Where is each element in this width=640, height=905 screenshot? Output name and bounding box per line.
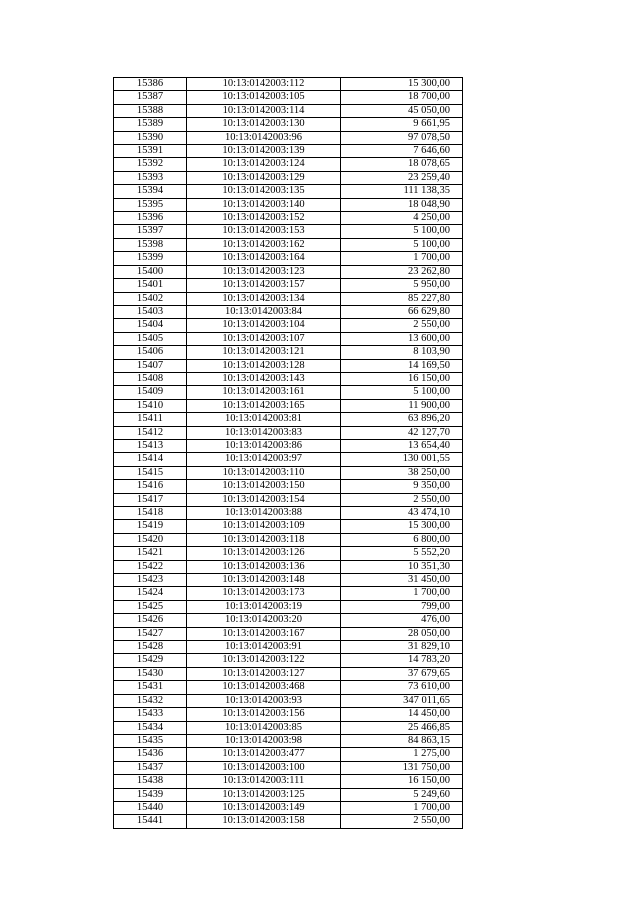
amount-cell: 5 552,20: [341, 547, 463, 560]
amount-cell: 1 275,00: [341, 748, 463, 761]
amount-cell: 31 450,00: [341, 574, 463, 587]
row-number-cell: 15432: [114, 694, 187, 707]
amount-cell: 18 048,90: [341, 198, 463, 211]
amount-cell: 18 700,00: [341, 91, 463, 104]
amount-cell: 7 646,60: [341, 145, 463, 158]
row-number-cell: 15423: [114, 574, 187, 587]
table-row: [114, 145, 463, 158]
cadastral-number-cell: 10:13:0142003:134: [187, 292, 341, 305]
cadastral-number-cell: 10:13:0142003:161: [187, 386, 341, 399]
table-row: [114, 305, 463, 318]
table-row: [114, 480, 463, 493]
row-number-cell: 15401: [114, 279, 187, 292]
amount-cell: 1 700,00: [341, 252, 463, 265]
amount-cell: 799,00: [341, 600, 463, 613]
cadastral-number-cell: 10:13:0142003:167: [187, 627, 341, 640]
row-number-cell: 15431: [114, 681, 187, 694]
table-row: [114, 78, 463, 91]
table-row: [114, 507, 463, 520]
amount-cell: 15 300,00: [341, 520, 463, 533]
amount-cell: 1 700,00: [341, 801, 463, 814]
table-body: [114, 78, 463, 829]
row-number-cell: 15416: [114, 480, 187, 493]
cadastral-number-cell: 10:13:0142003:96: [187, 131, 341, 144]
amount-cell: 45 050,00: [341, 104, 463, 117]
row-number-cell: 15422: [114, 560, 187, 573]
cadastral-number-cell: 10:13:0142003:165: [187, 399, 341, 412]
amount-cell: 9 661,95: [341, 118, 463, 131]
table-row: [114, 158, 463, 171]
row-number-cell: 15393: [114, 171, 187, 184]
table-row: [114, 439, 463, 452]
amount-cell: 15 300,00: [341, 78, 463, 91]
table-row: [114, 681, 463, 694]
amount-cell: 18 078,65: [341, 158, 463, 171]
table-row: [114, 493, 463, 506]
cadastral-number-cell: 10:13:0142003:162: [187, 238, 341, 251]
row-number-cell: 15426: [114, 614, 187, 627]
cadastral-number-cell: 10:13:0142003:104: [187, 319, 341, 332]
amount-cell: 23 259,40: [341, 171, 463, 184]
amount-cell: 5 100,00: [341, 225, 463, 238]
table-row: [114, 466, 463, 479]
cadastral-number-cell: 10:13:0142003:126: [187, 547, 341, 560]
amount-cell: 11 900,00: [341, 399, 463, 412]
amount-cell: 25 466,85: [341, 721, 463, 734]
row-number-cell: 15421: [114, 547, 187, 560]
table-row: [114, 426, 463, 439]
cadastral-number-cell: 10:13:0142003:136: [187, 560, 341, 573]
cadastral-number-cell: 10:13:0142003:109: [187, 520, 341, 533]
cadastral-number-cell: 10:13:0142003:127: [187, 667, 341, 680]
amount-cell: 28 050,00: [341, 627, 463, 640]
cadastral-number-cell: 10:13:0142003:88: [187, 507, 341, 520]
table-row: [114, 91, 463, 104]
table-row: [114, 761, 463, 774]
row-number-cell: 15387: [114, 91, 187, 104]
amount-cell: 5 950,00: [341, 279, 463, 292]
amount-cell: 97 078,50: [341, 131, 463, 144]
table-row: [114, 212, 463, 225]
row-number-cell: 15408: [114, 372, 187, 385]
cadastral-number-cell: 10:13:0142003:84: [187, 305, 341, 318]
amount-cell: 111 138,35: [341, 185, 463, 198]
table-row: [114, 721, 463, 734]
table-row: [114, 238, 463, 251]
cadastral-number-cell: 10:13:0142003:97: [187, 453, 341, 466]
cadastral-number-cell: 10:13:0142003:125: [187, 788, 341, 801]
table-row: [114, 614, 463, 627]
table-row: [114, 654, 463, 667]
row-number-cell: 15390: [114, 131, 187, 144]
cadastral-number-cell: 10:13:0142003:112: [187, 78, 341, 91]
table-row: [114, 346, 463, 359]
cadastral-number-cell: 10:13:0142003:128: [187, 359, 341, 372]
row-number-cell: 15430: [114, 667, 187, 680]
amount-cell: 23 262,80: [341, 265, 463, 278]
table-row: [114, 520, 463, 533]
amount-cell: 14 450,00: [341, 708, 463, 721]
amount-cell: 73 610,00: [341, 681, 463, 694]
amount-cell: 2 550,00: [341, 815, 463, 828]
table-row: [114, 386, 463, 399]
table-row: [114, 225, 463, 238]
row-number-cell: 15413: [114, 439, 187, 452]
amount-cell: 4 250,00: [341, 212, 463, 225]
row-number-cell: 15440: [114, 801, 187, 814]
cadastral-number-cell: 10:13:0142003:83: [187, 426, 341, 439]
cadastral-number-cell: 10:13:0142003:156: [187, 708, 341, 721]
row-number-cell: 15403: [114, 305, 187, 318]
amount-cell: 43 474,10: [341, 507, 463, 520]
table-row: [114, 319, 463, 332]
row-number-cell: 15420: [114, 533, 187, 546]
cadastral-number-cell: 10:13:0142003:85: [187, 721, 341, 734]
table-row: [114, 560, 463, 573]
row-number-cell: 15435: [114, 734, 187, 747]
table-row: [114, 627, 463, 640]
amount-cell: 1 700,00: [341, 587, 463, 600]
cadastral-number-cell: 10:13:0142003:20: [187, 614, 341, 627]
amount-cell: 31 829,10: [341, 641, 463, 654]
table-row: [114, 399, 463, 412]
row-number-cell: 15414: [114, 453, 187, 466]
cadastral-number-cell: 10:13:0142003:154: [187, 493, 341, 506]
table-row: [114, 453, 463, 466]
cadastral-number-cell: 10:13:0142003:130: [187, 118, 341, 131]
cadastral-number-cell: 10:13:0142003:477: [187, 748, 341, 761]
amount-cell: 66 629,80: [341, 305, 463, 318]
table-row: [114, 775, 463, 788]
cadastral-number-cell: 10:13:0142003:468: [187, 681, 341, 694]
table-row: [114, 788, 463, 801]
amount-cell: 16 150,00: [341, 372, 463, 385]
cadastral-number-cell: 10:13:0142003:110: [187, 466, 341, 479]
table-row: [114, 815, 463, 828]
row-number-cell: 15397: [114, 225, 187, 238]
amount-cell: 9 350,00: [341, 480, 463, 493]
table-row: [114, 198, 463, 211]
amount-cell: 85 227,80: [341, 292, 463, 305]
cadastral-number-cell: 10:13:0142003:164: [187, 252, 341, 265]
table-row: [114, 708, 463, 721]
cadastral-table: [113, 77, 463, 829]
cadastral-number-cell: 10:13:0142003:158: [187, 815, 341, 828]
cadastral-number-cell: 10:13:0142003:105: [187, 91, 341, 104]
cadastral-number-cell: 10:13:0142003:93: [187, 694, 341, 707]
cadastral-number-cell: 10:13:0142003:107: [187, 332, 341, 345]
cadastral-number-cell: 10:13:0142003:114: [187, 104, 341, 117]
row-number-cell: 15410: [114, 399, 187, 412]
cadastral-number-cell: 10:13:0142003:86: [187, 439, 341, 452]
amount-cell: 14 169,50: [341, 359, 463, 372]
row-number-cell: 15438: [114, 775, 187, 788]
row-number-cell: 15389: [114, 118, 187, 131]
cadastral-number-cell: 10:13:0142003:140: [187, 198, 341, 211]
table-row: [114, 641, 463, 654]
amount-cell: 5 100,00: [341, 238, 463, 251]
cadastral-number-cell: 10:13:0142003:152: [187, 212, 341, 225]
row-number-cell: 15439: [114, 788, 187, 801]
amount-cell: 63 896,20: [341, 413, 463, 426]
table-row: [114, 118, 463, 131]
table-row: [114, 413, 463, 426]
table-row: [114, 600, 463, 613]
table-row: [114, 801, 463, 814]
row-number-cell: 15388: [114, 104, 187, 117]
cadastral-number-cell: 10:13:0142003:122: [187, 654, 341, 667]
cadastral-number-cell: 10:13:0142003:135: [187, 185, 341, 198]
amount-cell: 130 001,55: [341, 453, 463, 466]
document-page: [113, 77, 463, 829]
amount-cell: 16 150,00: [341, 775, 463, 788]
table-row: [114, 587, 463, 600]
amount-cell: 2 550,00: [341, 493, 463, 506]
row-number-cell: 15400: [114, 265, 187, 278]
row-number-cell: 15394: [114, 185, 187, 198]
row-number-cell: 15437: [114, 761, 187, 774]
row-number-cell: 15424: [114, 587, 187, 600]
table-row: [114, 279, 463, 292]
amount-cell: 5 249,60: [341, 788, 463, 801]
row-number-cell: 15406: [114, 346, 187, 359]
cadastral-number-cell: 10:13:0142003:121: [187, 346, 341, 359]
table-row: [114, 359, 463, 372]
cadastral-number-cell: 10:13:0142003:123: [187, 265, 341, 278]
amount-cell: 38 250,00: [341, 466, 463, 479]
row-number-cell: 15415: [114, 466, 187, 479]
amount-cell: 42 127,70: [341, 426, 463, 439]
amount-cell: 13 654,40: [341, 439, 463, 452]
row-number-cell: 15417: [114, 493, 187, 506]
amount-cell: 347 011,65: [341, 694, 463, 707]
cadastral-number-cell: 10:13:0142003:91: [187, 641, 341, 654]
row-number-cell: 15428: [114, 641, 187, 654]
table-row: [114, 332, 463, 345]
cadastral-number-cell: 10:13:0142003:149: [187, 801, 341, 814]
amount-cell: 84 863,15: [341, 734, 463, 747]
row-number-cell: 15405: [114, 332, 187, 345]
cadastral-number-cell: 10:13:0142003:153: [187, 225, 341, 238]
table-row: [114, 533, 463, 546]
table-row: [114, 104, 463, 117]
row-number-cell: 15396: [114, 212, 187, 225]
row-number-cell: 15409: [114, 386, 187, 399]
amount-cell: 131 750,00: [341, 761, 463, 774]
amount-cell: 10 351,30: [341, 560, 463, 573]
cadastral-number-cell: 10:13:0142003:100: [187, 761, 341, 774]
cadastral-number-cell: 10:13:0142003:111: [187, 775, 341, 788]
cadastral-number-cell: 10:13:0142003:157: [187, 279, 341, 292]
row-number-cell: 15391: [114, 145, 187, 158]
table-row: [114, 372, 463, 385]
row-number-cell: 15419: [114, 520, 187, 533]
cadastral-number-cell: 10:13:0142003:139: [187, 145, 341, 158]
row-number-cell: 15441: [114, 815, 187, 828]
row-number-cell: 15427: [114, 627, 187, 640]
cadastral-number-cell: 10:13:0142003:118: [187, 533, 341, 546]
table-row: [114, 574, 463, 587]
amount-cell: 476,00: [341, 614, 463, 627]
row-number-cell: 15429: [114, 654, 187, 667]
cadastral-number-cell: 10:13:0142003:173: [187, 587, 341, 600]
row-number-cell: 15412: [114, 426, 187, 439]
cadastral-number-cell: 10:13:0142003:143: [187, 372, 341, 385]
table-row: [114, 292, 463, 305]
amount-cell: 5 100,00: [341, 386, 463, 399]
row-number-cell: 15402: [114, 292, 187, 305]
amount-cell: 14 783,20: [341, 654, 463, 667]
amount-cell: 6 800,00: [341, 533, 463, 546]
cadastral-number-cell: 10:13:0142003:19: [187, 600, 341, 613]
row-number-cell: 15407: [114, 359, 187, 372]
cadastral-number-cell: 10:13:0142003:129: [187, 171, 341, 184]
table-row: [114, 547, 463, 560]
row-number-cell: 15392: [114, 158, 187, 171]
row-number-cell: 15404: [114, 319, 187, 332]
amount-cell: 2 550,00: [341, 319, 463, 332]
table-row: [114, 131, 463, 144]
row-number-cell: 15418: [114, 507, 187, 520]
table-row: [114, 748, 463, 761]
row-number-cell: 15433: [114, 708, 187, 721]
amount-cell: 8 103,90: [341, 346, 463, 359]
cadastral-number-cell: 10:13:0142003:124: [187, 158, 341, 171]
table-row: [114, 171, 463, 184]
amount-cell: 37 679,65: [341, 667, 463, 680]
row-number-cell: 15386: [114, 78, 187, 91]
row-number-cell: 15395: [114, 198, 187, 211]
row-number-cell: 15436: [114, 748, 187, 761]
row-number-cell: 15411: [114, 413, 187, 426]
table-row: [114, 667, 463, 680]
cadastral-number-cell: 10:13:0142003:98: [187, 734, 341, 747]
row-number-cell: 15425: [114, 600, 187, 613]
cadastral-number-cell: 10:13:0142003:148: [187, 574, 341, 587]
cadastral-number-cell: 10:13:0142003:81: [187, 413, 341, 426]
table-row: [114, 694, 463, 707]
row-number-cell: 15399: [114, 252, 187, 265]
row-number-cell: 15398: [114, 238, 187, 251]
table-row: [114, 185, 463, 198]
table-row: [114, 734, 463, 747]
row-number-cell: 15434: [114, 721, 187, 734]
cadastral-number-cell: 10:13:0142003:150: [187, 480, 341, 493]
table-row: [114, 252, 463, 265]
amount-cell: 13 600,00: [341, 332, 463, 345]
table-row: [114, 265, 463, 278]
